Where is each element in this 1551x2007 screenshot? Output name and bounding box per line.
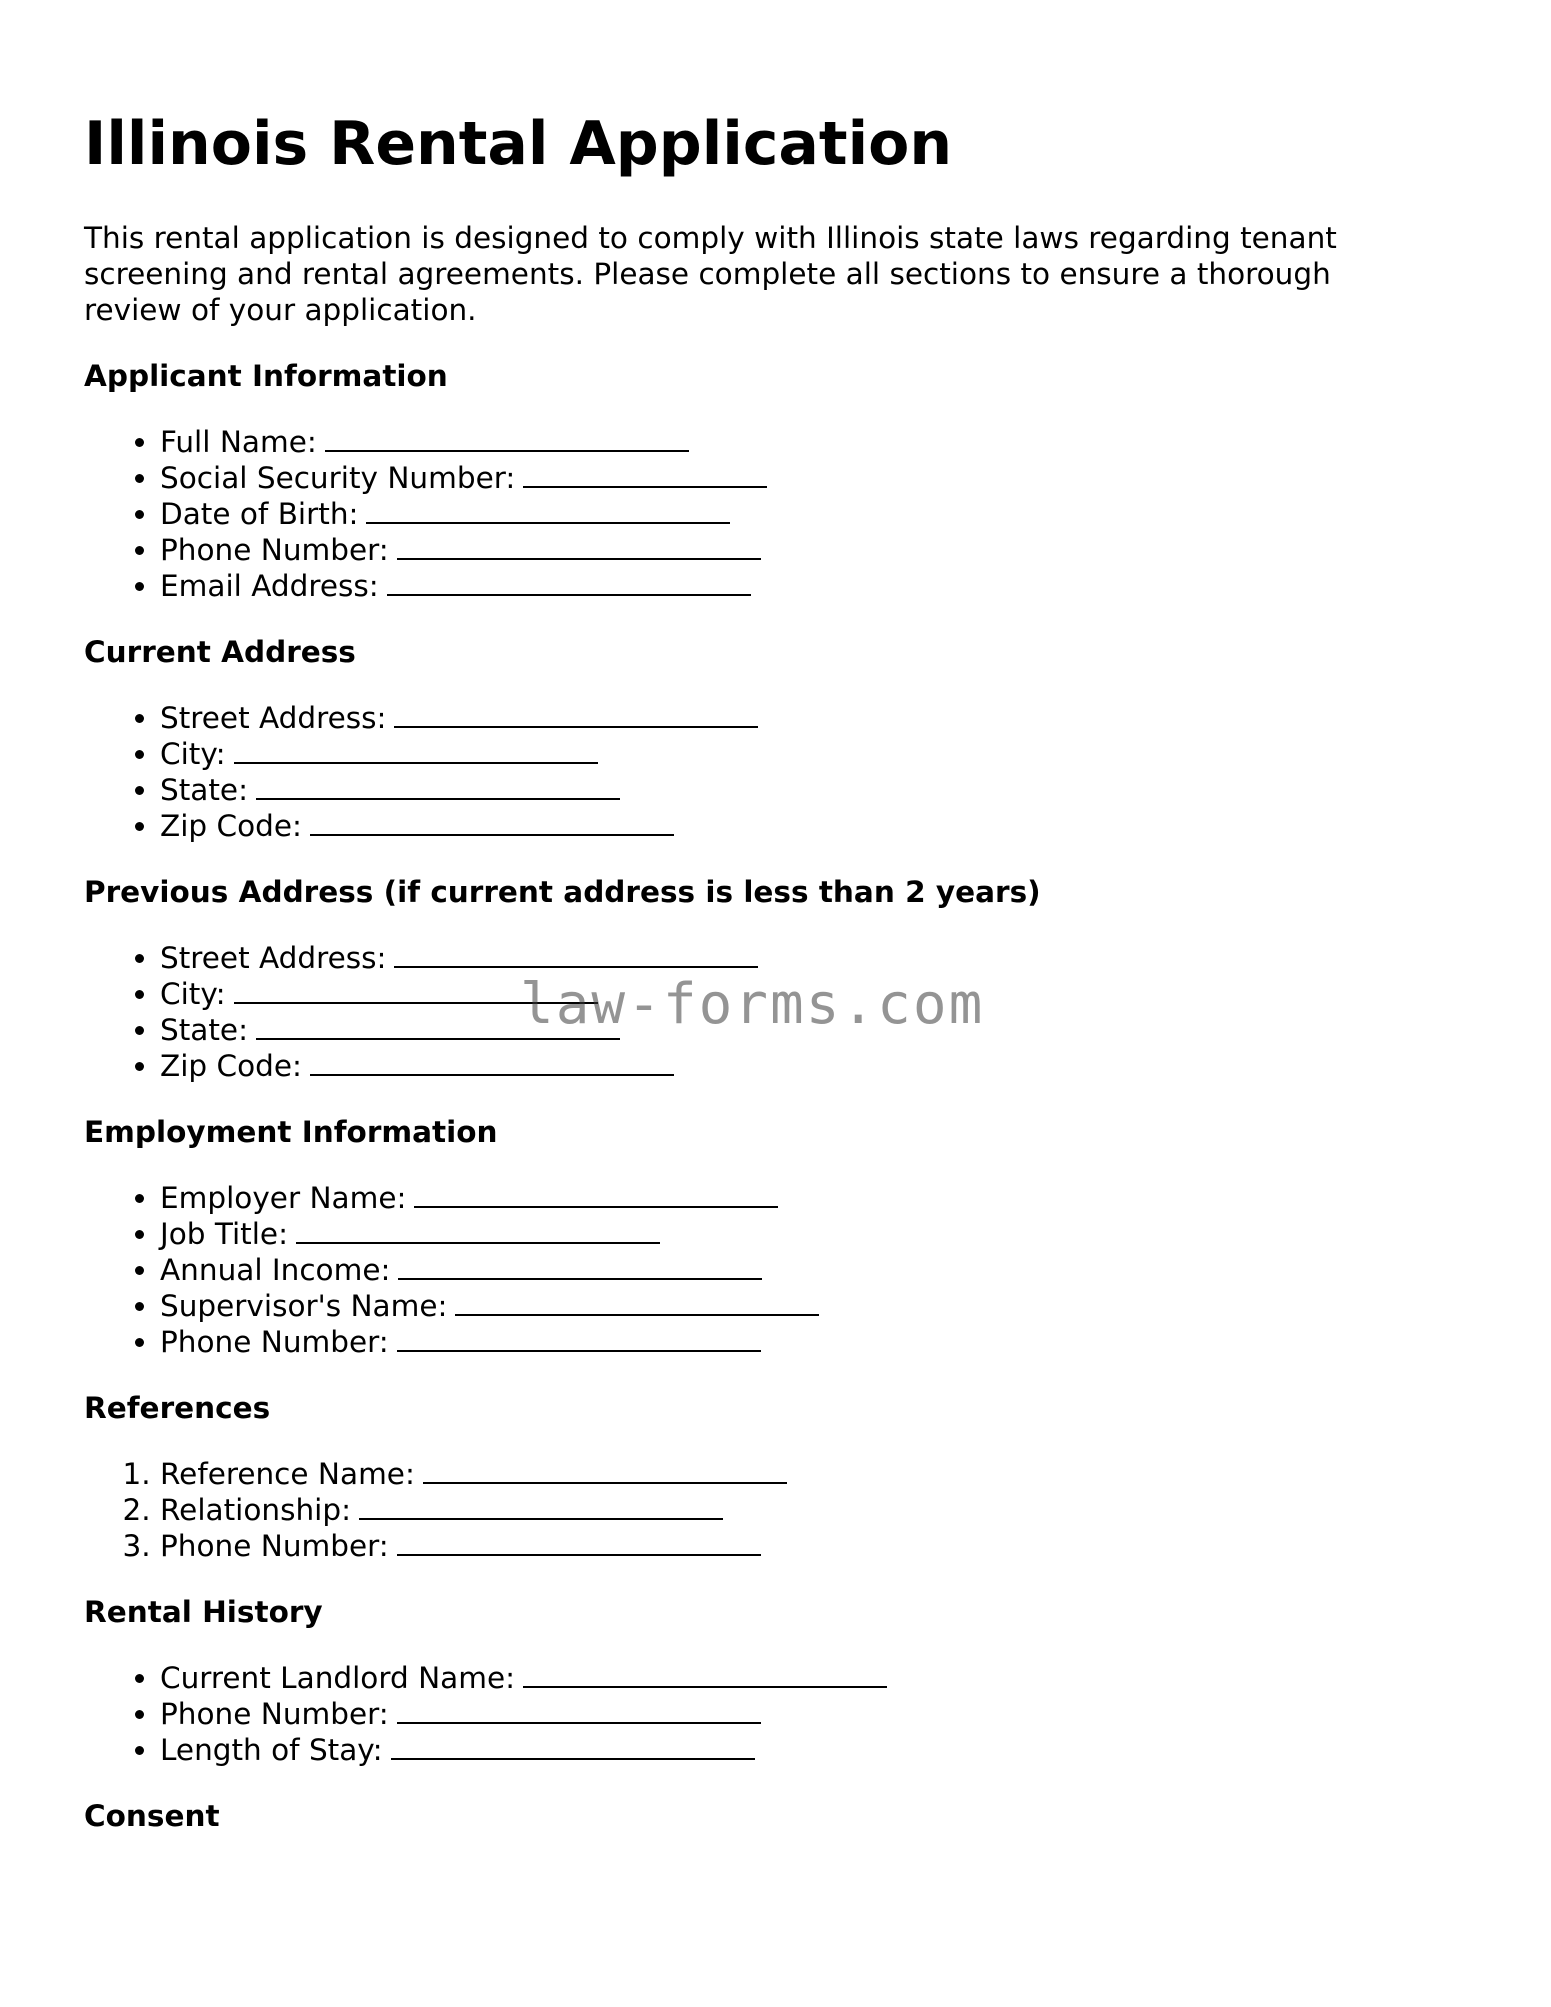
section-applicant-information <box>84 358 1484 604</box>
fill-in-blank[interactable] <box>234 736 598 764</box>
fill-in-blank[interactable] <box>414 1180 778 1208</box>
field-label: Street Address: <box>160 701 387 735</box>
page-title: Illinois Rental Application <box>84 109 953 179</box>
field-reference-name <box>160 1456 1484 1492</box>
field-label: Phone Number: <box>160 1325 389 1359</box>
fill-in-blank[interactable] <box>256 1012 620 1040</box>
fill-in-blank[interactable] <box>397 1324 761 1352</box>
fill-in-blank[interactable] <box>387 568 751 596</box>
field-landlord-name <box>160 1660 1484 1696</box>
fill-in-blank[interactable] <box>296 1216 660 1244</box>
field-label: Job Title: <box>160 1217 289 1251</box>
field-list <box>84 1660 1484 1768</box>
field-label: Social Security Number: <box>160 461 516 495</box>
watermark: law-forms.com <box>520 972 985 1037</box>
field-label: Relationship: <box>160 1493 352 1527</box>
field-street <box>160 700 1484 736</box>
fill-in-blank[interactable] <box>423 1456 787 1484</box>
field-zip <box>160 808 1484 844</box>
field-label: Phone Number: <box>160 1529 389 1563</box>
field-label: City: <box>160 737 226 771</box>
field-supervisor <box>160 1288 1484 1324</box>
field-city <box>160 736 1484 772</box>
field-label: Date of Birth: <box>160 497 359 531</box>
field-full-name <box>160 424 1484 460</box>
field-label: Employer Name: <box>160 1181 407 1215</box>
field-label: Annual Income: <box>160 1253 391 1287</box>
section-heading: Consent <box>84 1799 220 1833</box>
section-heading: Applicant Information <box>84 359 448 393</box>
section-rental-history <box>84 1594 1484 1768</box>
field-label: State: <box>160 773 249 807</box>
field-phone <box>160 1696 1484 1732</box>
field-label: Reference Name: <box>160 1457 415 1491</box>
section-references <box>84 1390 1484 1564</box>
field-label: State: <box>160 1013 249 1047</box>
field-list <box>84 700 1484 844</box>
field-list <box>84 424 1484 604</box>
field-length-of-stay <box>160 1732 1484 1768</box>
fill-in-blank[interactable] <box>234 976 598 1004</box>
fill-in-blank[interactable] <box>391 1732 755 1760</box>
field-employer <box>160 1180 1484 1216</box>
field-relationship <box>160 1492 1484 1528</box>
fill-in-blank[interactable] <box>256 772 620 800</box>
field-state <box>160 1012 1484 1048</box>
section-heading: References <box>84 1391 271 1425</box>
fill-in-blank[interactable] <box>455 1288 819 1316</box>
field-list <box>84 1180 1484 1360</box>
field-list <box>84 1456 1484 1564</box>
field-income <box>160 1252 1484 1288</box>
section-heading: Previous Address (if current address is less than 2 years) <box>84 875 1041 909</box>
section-previous-address <box>84 874 1484 1084</box>
field-job-title <box>160 1216 1484 1252</box>
field-label: Current Landlord Name: <box>160 1661 516 1695</box>
fill-in-blank[interactable] <box>397 1696 761 1724</box>
fill-in-blank[interactable] <box>394 700 758 728</box>
fill-in-blank[interactable] <box>523 460 767 488</box>
section-consent <box>84 1798 1484 1834</box>
fill-in-blank[interactable] <box>397 1528 761 1556</box>
section-heading: Current Address <box>84 635 356 669</box>
field-street <box>160 940 1484 976</box>
field-label: Supervisor's Name: <box>160 1289 448 1323</box>
field-label: Email Address: <box>160 569 379 603</box>
field-label: Zip Code: <box>160 809 302 843</box>
field-label: Street Address: <box>160 941 387 975</box>
field-label: Zip Code: <box>160 1049 302 1083</box>
fill-in-blank[interactable] <box>310 1048 674 1076</box>
fill-in-blank[interactable] <box>523 1660 887 1688</box>
fill-in-blank[interactable] <box>394 940 758 968</box>
field-label: City: <box>160 977 226 1011</box>
fill-in-blank[interactable] <box>398 1252 762 1280</box>
field-phone <box>160 1528 1484 1564</box>
field-label: Length of Stay: <box>160 1733 383 1767</box>
fill-in-blank[interactable] <box>310 808 674 836</box>
field-label: Phone Number: <box>160 1697 389 1731</box>
section-heading: Rental History <box>84 1595 323 1629</box>
fill-in-blank[interactable] <box>359 1492 723 1520</box>
fill-in-blank[interactable] <box>397 532 761 560</box>
field-email <box>160 568 1484 604</box>
field-zip <box>160 1048 1484 1084</box>
field-list <box>84 940 1484 1084</box>
intro-paragraph: This rental application is designed to comply with Illinois state laws regarding tenant screening and rental agreements. Please complete all sections to ensure a thorough review of your application. <box>84 221 1337 327</box>
field-dob <box>160 496 1484 532</box>
section-heading: Employment Information <box>84 1115 498 1149</box>
field-phone <box>160 1324 1484 1360</box>
field-state <box>160 772 1484 808</box>
section-current-address <box>84 634 1484 844</box>
section-employment-information <box>84 1114 1484 1360</box>
field-phone <box>160 532 1484 568</box>
field-ssn <box>160 460 1484 496</box>
fill-in-blank[interactable] <box>366 496 730 524</box>
field-label: Full Name: <box>160 425 317 459</box>
field-label: Phone Number: <box>160 533 389 567</box>
field-city <box>160 976 1484 1012</box>
fill-in-blank[interactable] <box>325 424 689 452</box>
